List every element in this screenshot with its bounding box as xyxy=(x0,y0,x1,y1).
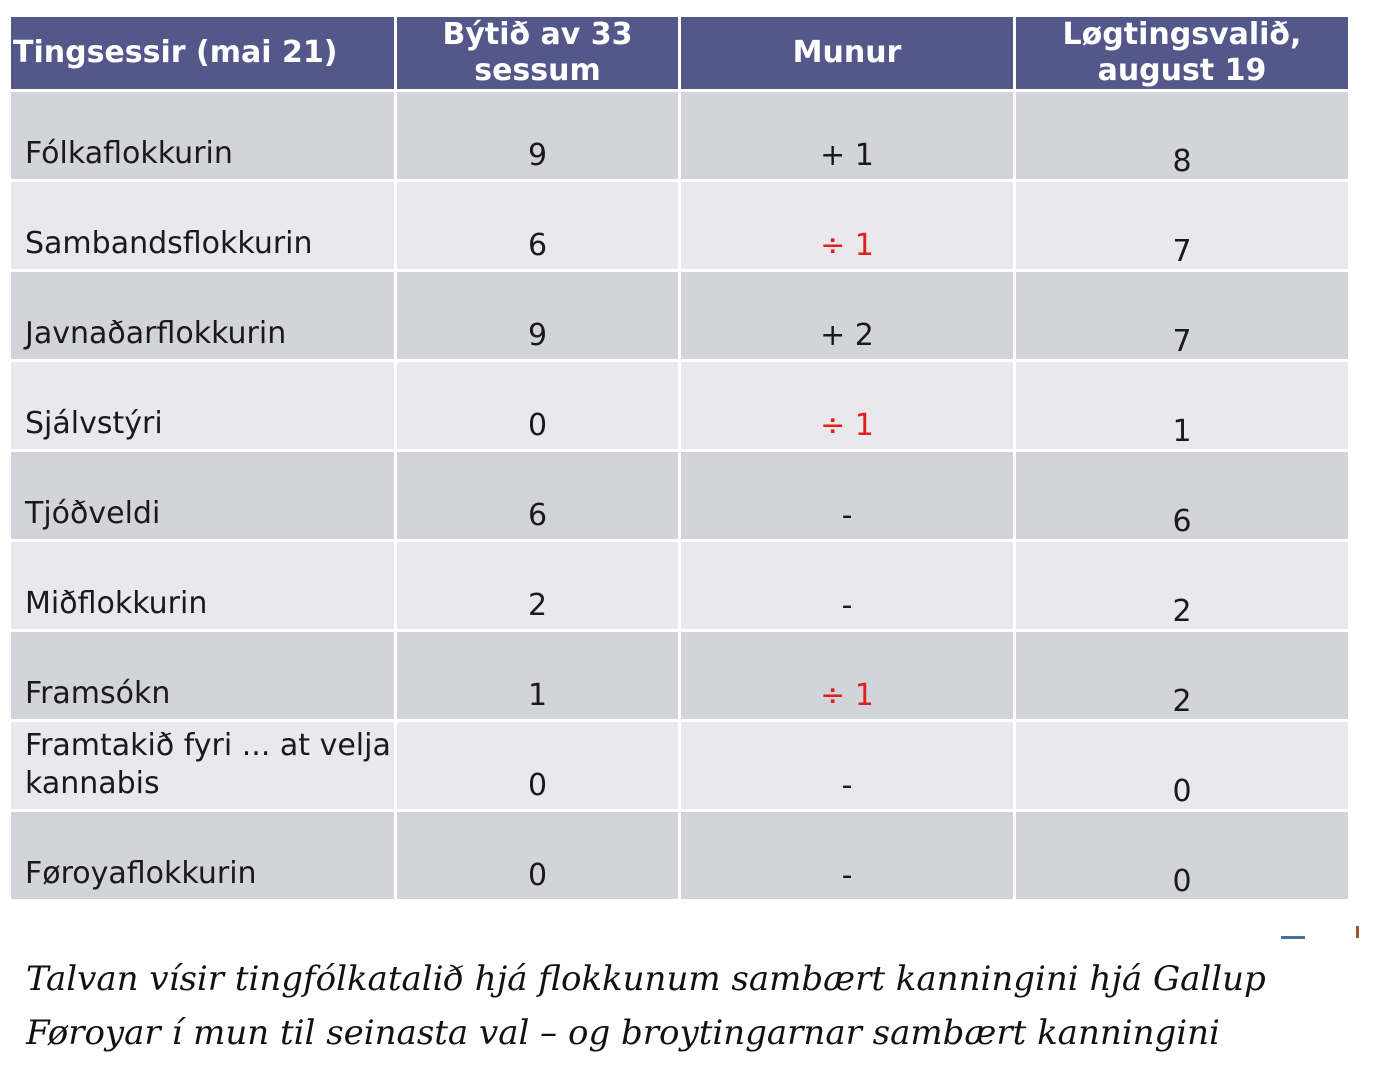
previous-seats-cell xyxy=(1015,181,1350,271)
table-header xyxy=(10,16,1350,91)
party-name-cell xyxy=(10,271,396,361)
change-text: + 2 xyxy=(820,318,874,353)
seats-cell xyxy=(396,361,680,451)
seats-cell xyxy=(396,631,680,721)
seats-text: 9 xyxy=(527,138,548,173)
decorative-mark xyxy=(1356,926,1359,938)
party-name-text: Føroyaflokkurin xyxy=(25,856,257,891)
change-text: - xyxy=(841,588,853,623)
change-text: ÷ 1 xyxy=(820,228,874,263)
header-change: Munur xyxy=(680,16,1015,91)
previous-seats-cell xyxy=(1015,541,1350,631)
party-name-cell xyxy=(10,361,396,451)
party-name-text: Fólkaflokkurin xyxy=(25,136,233,171)
previous-seats-cell xyxy=(1015,811,1350,901)
party-name-text: Miðflokkurin xyxy=(25,586,208,621)
table-row xyxy=(10,631,1350,721)
party-name-cell xyxy=(10,541,396,631)
table-row xyxy=(10,361,1350,451)
caption-line-2: Føroyar í mun til seinasta val – og broytingarnar sambært kanningini xyxy=(26,1013,1220,1053)
party-name-cell xyxy=(10,451,396,541)
party-name-cell xyxy=(10,721,396,811)
table-row xyxy=(10,721,1350,811)
seats-text: 6 xyxy=(527,498,548,533)
previous-seats-cell xyxy=(1015,271,1350,361)
seats-text: 2 xyxy=(527,588,548,623)
party-name-text: Framtakið fyri ... at velja kannabis xyxy=(25,728,391,801)
party-name-cell xyxy=(10,181,396,271)
party-name-text: Sjálvstýri xyxy=(25,406,163,441)
previous-seats-cell xyxy=(1015,721,1350,811)
party-name-text: Tjóðveldi xyxy=(25,496,161,531)
seats-text: 9 xyxy=(527,318,548,353)
previous-seats-text: 0 xyxy=(1172,774,1192,809)
seats-text: 0 xyxy=(527,408,548,443)
change-cell xyxy=(680,361,1015,451)
change-cell xyxy=(680,181,1015,271)
party-name-text: Javnaðarflokkurin xyxy=(25,316,287,351)
change-cell xyxy=(680,91,1015,181)
header-party: Tingsessir (mai 21) xyxy=(10,16,396,91)
previous-seats-cell xyxy=(1015,91,1350,181)
seats-cell xyxy=(396,721,680,811)
table-row xyxy=(10,811,1350,901)
previous-seats-text: 8 xyxy=(1172,144,1192,179)
change-text: ÷ 1 xyxy=(820,678,874,713)
seats-text: 6 xyxy=(527,228,548,263)
table-row xyxy=(10,181,1350,271)
party-name-cell xyxy=(10,631,396,721)
change-cell xyxy=(680,631,1015,721)
change-text: - xyxy=(841,768,853,803)
header-seats: Býtið av 33 sessum xyxy=(396,16,680,91)
seats-cell xyxy=(396,541,680,631)
previous-seats-text: 7 xyxy=(1172,324,1192,359)
change-cell xyxy=(680,541,1015,631)
party-name-text: Framsókn xyxy=(25,676,171,711)
party-name-text: Sambandsflokkurin xyxy=(25,226,313,261)
caption-line-1: Talvan vísir tingfólkatalið hjá flokkunum sambært kanningini hjá Gallup xyxy=(26,959,1266,999)
change-text: - xyxy=(841,498,853,533)
header-previous: Løgtingsvalið, august 19 xyxy=(1015,16,1350,91)
seats-text: 0 xyxy=(527,858,548,893)
change-text: ÷ 1 xyxy=(820,408,874,443)
seats-cell xyxy=(396,451,680,541)
seats-text: 1 xyxy=(527,678,548,713)
seats-text: 0 xyxy=(527,768,548,803)
previous-seats-text: 7 xyxy=(1172,234,1192,269)
seats-cell xyxy=(396,181,680,271)
change-text: - xyxy=(841,858,853,893)
seats-cell xyxy=(396,271,680,361)
change-cell xyxy=(680,721,1015,811)
previous-seats-text: 1 xyxy=(1172,414,1192,449)
previous-seats-text: 2 xyxy=(1172,684,1192,719)
table-row xyxy=(10,91,1350,181)
change-cell xyxy=(680,271,1015,361)
previous-seats-text: 2 xyxy=(1172,594,1192,629)
previous-seats-cell xyxy=(1015,361,1350,451)
previous-seats-text: 0 xyxy=(1172,864,1192,899)
party-name-cell xyxy=(10,811,396,901)
previous-seats-cell xyxy=(1015,631,1350,721)
change-cell xyxy=(680,451,1015,541)
seats-cell xyxy=(396,91,680,181)
table-caption xyxy=(26,952,1356,1060)
table-row xyxy=(10,451,1350,541)
previous-seats-text: 6 xyxy=(1172,504,1192,539)
change-text: + 1 xyxy=(820,138,874,173)
seats-cell xyxy=(396,811,680,901)
table-body xyxy=(10,91,1350,901)
seats-table xyxy=(8,14,1351,902)
change-cell xyxy=(680,811,1015,901)
party-name-cell xyxy=(10,91,396,181)
decorative-mark xyxy=(1281,936,1305,939)
table-row xyxy=(10,271,1350,361)
table-row xyxy=(10,541,1350,631)
previous-seats-cell xyxy=(1015,451,1350,541)
